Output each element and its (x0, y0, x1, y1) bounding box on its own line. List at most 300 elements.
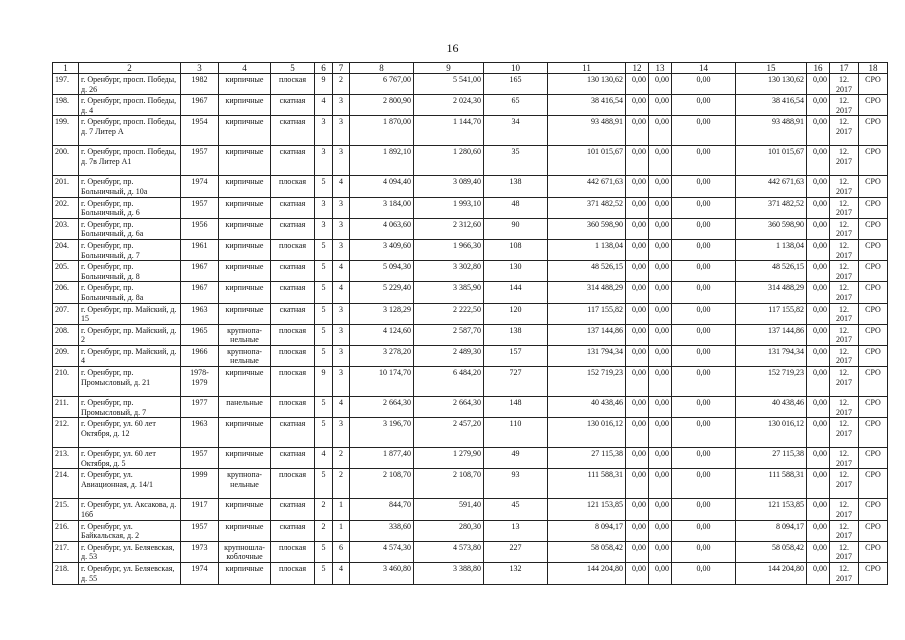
col12-cell: 0,00 (626, 95, 649, 116)
roof-type-cell: скатная (271, 303, 315, 324)
period-cell: 12. 2017 (830, 176, 859, 197)
page-number: 16 (446, 41, 459, 55)
total-area-cell: 2 664,30 (350, 397, 414, 418)
col13-cell: 0,00 (649, 367, 672, 397)
living-area-cell: 2 312,60 (414, 218, 484, 239)
col14-cell: 0,00 (672, 95, 736, 116)
method-cell: СРО (859, 303, 888, 324)
method-cell: СРО (859, 418, 888, 448)
floors-cell: 5 (315, 324, 333, 345)
col16-cell: 0,00 (807, 345, 830, 366)
col13-cell: 0,00 (649, 397, 672, 418)
cost-cell: 58 058,42 (548, 541, 626, 562)
col13-cell: 0,00 (649, 520, 672, 541)
year-cell: 1999 (181, 469, 219, 499)
cost-cell: 131 794,34 (548, 345, 626, 366)
row-number-cell: 202. (53, 197, 79, 218)
col16-cell: 0,00 (807, 218, 830, 239)
col12-cell: 0,00 (626, 469, 649, 499)
method-cell: СРО (859, 282, 888, 303)
living-area-cell: 4 573,80 (414, 541, 484, 562)
col16-cell: 0,00 (807, 303, 830, 324)
living-area-cell: 2 664,30 (414, 397, 484, 418)
period-cell: 12. 2017 (830, 520, 859, 541)
col13-cell: 0,00 (649, 303, 672, 324)
roof-type-cell: плоская (271, 324, 315, 345)
period-cell: 12. 2017 (830, 324, 859, 345)
roof-type-cell: скатная (271, 282, 315, 303)
address-cell: г. Оренбург, пр. Больничный, д. 6 (79, 197, 181, 218)
col14-cell: 0,00 (672, 218, 736, 239)
wall-material-cell: кирпичные (219, 116, 271, 146)
wall-material-cell: кирпичные (219, 520, 271, 541)
col14-cell: 0,00 (672, 176, 736, 197)
col13-cell: 0,00 (649, 418, 672, 448)
cost-cell: 130 016,12 (548, 418, 626, 448)
cost-cell: 442 671,63 (548, 176, 626, 197)
year-cell: 1966 (181, 345, 219, 366)
living-area-cell: 3 385,90 (414, 282, 484, 303)
residents-cell: 108 (484, 239, 548, 260)
roof-type-cell: плоская (271, 367, 315, 397)
table-body (53, 63, 888, 585)
cost-cell: 93 488,91 (548, 116, 626, 146)
col16-cell: 0,00 (807, 367, 830, 397)
living-area-cell: 6 484,20 (414, 367, 484, 397)
col15-cell: 442 671,63 (736, 176, 807, 197)
col12-cell: 0,00 (626, 197, 649, 218)
col12-cell: 0,00 (626, 520, 649, 541)
year-cell: 1967 (181, 282, 219, 303)
col12-cell: 0,00 (626, 345, 649, 366)
wall-material-cell: кирпичные (219, 218, 271, 239)
col15-cell: 117 155,82 (736, 303, 807, 324)
residents-cell: 120 (484, 303, 548, 324)
living-area-cell: 591,40 (414, 499, 484, 520)
total-area-cell: 10 174,70 (350, 367, 414, 397)
col13-cell: 0,00 (649, 324, 672, 345)
residents-cell: 727 (484, 367, 548, 397)
row-number-cell: 205. (53, 261, 79, 282)
col12-cell: 0,00 (626, 218, 649, 239)
col15-cell: 8 094,17 (736, 520, 807, 541)
row-number-cell: 209. (53, 345, 79, 366)
address-cell: г. Оренбург, пр. Больничный, д. 8а (79, 282, 181, 303)
method-cell: СРО (859, 324, 888, 345)
col15-cell: 111 588,31 (736, 469, 807, 499)
year-cell: 1957 (181, 448, 219, 469)
entrances-cell: 3 (333, 218, 350, 239)
method-cell: СРО (859, 397, 888, 418)
row-number-cell: 204. (53, 239, 79, 260)
col12-cell: 0,00 (626, 176, 649, 197)
wall-material-cell: кирпичные (219, 303, 271, 324)
col15-cell: 101 015,67 (736, 146, 807, 176)
row-number-cell: 198. (53, 95, 79, 116)
living-area-cell: 3 089,40 (414, 176, 484, 197)
method-cell: СРО (859, 261, 888, 282)
table-row (53, 239, 888, 260)
table-row (53, 95, 888, 116)
table-row (53, 218, 888, 239)
roof-type-cell: плоская (271, 541, 315, 562)
entrances-cell: 4 (333, 563, 350, 585)
floors-cell: 5 (315, 397, 333, 418)
year-cell: 1957 (181, 146, 219, 176)
residents-cell: 34 (484, 116, 548, 146)
address-cell: г. Оренбург, просп. Победы, д. 26 (79, 74, 181, 95)
residents-cell: 93 (484, 469, 548, 499)
col14-cell: 0,00 (672, 469, 736, 499)
wall-material-cell: панельные (219, 397, 271, 418)
row-number-cell: 217. (53, 541, 79, 562)
table-row (53, 397, 888, 418)
col14-cell: 0,00 (672, 116, 736, 146)
col15-cell: 38 416,54 (736, 95, 807, 116)
living-area-cell: 1 993,10 (414, 197, 484, 218)
roof-type-cell: плоская (271, 239, 315, 260)
wall-material-cell: кирпичные (219, 146, 271, 176)
table-row (53, 176, 888, 197)
row-number-cell: 213. (53, 448, 79, 469)
period-cell: 12. 2017 (830, 303, 859, 324)
col15-cell: 121 153,85 (736, 499, 807, 520)
col14-cell: 0,00 (672, 324, 736, 345)
roof-type-cell: скатная (271, 146, 315, 176)
period-cell: 12. 2017 (830, 261, 859, 282)
col16-cell: 0,00 (807, 116, 830, 146)
year-cell: 1956 (181, 218, 219, 239)
floors-cell: 5 (315, 469, 333, 499)
method-cell: СРО (859, 218, 888, 239)
method-cell: СРО (859, 520, 888, 541)
method-cell: СРО (859, 345, 888, 366)
col15-cell: 1 138,04 (736, 239, 807, 260)
row-number-cell: 208. (53, 324, 79, 345)
method-cell: СРО (859, 176, 888, 197)
table-row (53, 418, 888, 448)
col14-cell: 0,00 (672, 239, 736, 260)
total-area-cell: 844,70 (350, 499, 414, 520)
year-cell: 1957 (181, 197, 219, 218)
col15-cell: 130 130,62 (736, 74, 807, 95)
total-area-cell: 3 409,60 (350, 239, 414, 260)
floors-cell: 5 (315, 176, 333, 197)
total-area-cell: 3 196,70 (350, 418, 414, 448)
total-area-cell: 6 767,00 (350, 74, 414, 95)
address-cell: г. Оренбург, пр. Майский, д. 4 (79, 345, 181, 366)
column-number-18: 18 (859, 63, 888, 74)
cost-cell: 1 138,04 (548, 239, 626, 260)
col13-cell: 0,00 (649, 74, 672, 95)
address-cell: г. Оренбург, пр. Промысловый, д. 21 (79, 367, 181, 397)
col16-cell: 0,00 (807, 197, 830, 218)
col14-cell: 0,00 (672, 74, 736, 95)
wall-material-cell: кирпичные (219, 282, 271, 303)
wall-material-cell: кирпичные (219, 95, 271, 116)
wall-material-cell: крупнопа- нельные (219, 324, 271, 345)
period-cell: 12. 2017 (830, 499, 859, 520)
table-row (53, 261, 888, 282)
method-cell: СРО (859, 116, 888, 146)
cost-cell: 111 588,31 (548, 469, 626, 499)
entrances-cell: 2 (333, 469, 350, 499)
wall-material-cell: крупнопа- нельные (219, 469, 271, 499)
cost-cell: 152 719,23 (548, 367, 626, 397)
column-number-7: 7 (333, 63, 350, 74)
residents-cell: 130 (484, 261, 548, 282)
roof-type-cell: плоская (271, 74, 315, 95)
total-area-cell: 1 892,10 (350, 146, 414, 176)
wall-material-cell: кирпичные (219, 74, 271, 95)
col14-cell: 0,00 (672, 261, 736, 282)
col14-cell: 0,00 (672, 282, 736, 303)
col15-cell: 131 794,34 (736, 345, 807, 366)
residents-cell: 13 (484, 520, 548, 541)
roof-type-cell: плоская (271, 345, 315, 366)
residents-cell: 132 (484, 563, 548, 585)
total-area-cell: 5 229,40 (350, 282, 414, 303)
floors-cell: 4 (315, 95, 333, 116)
year-cell: 1982 (181, 74, 219, 95)
table-row (53, 324, 888, 345)
column-number-12: 12 (626, 63, 649, 74)
cost-cell: 371 482,52 (548, 197, 626, 218)
col15-cell: 93 488,91 (736, 116, 807, 146)
col14-cell: 0,00 (672, 345, 736, 366)
period-cell: 12. 2017 (830, 146, 859, 176)
living-area-cell: 2 024,30 (414, 95, 484, 116)
col16-cell: 0,00 (807, 448, 830, 469)
residents-cell: 165 (484, 74, 548, 95)
period-cell: 12. 2017 (830, 218, 859, 239)
roof-type-cell: плоская (271, 563, 315, 585)
method-cell: СРО (859, 499, 888, 520)
entrances-cell: 4 (333, 282, 350, 303)
total-area-cell: 338,60 (350, 520, 414, 541)
living-area-cell: 5 541,00 (414, 74, 484, 95)
col14-cell: 0,00 (672, 520, 736, 541)
living-area-cell: 2 108,70 (414, 469, 484, 499)
col13-cell: 0,00 (649, 469, 672, 499)
table-row (53, 74, 888, 95)
total-area-cell: 3 460,80 (350, 563, 414, 585)
entrances-cell: 1 (333, 499, 350, 520)
row-number-cell: 211. (53, 397, 79, 418)
living-area-cell: 2 222,50 (414, 303, 484, 324)
floors-cell: 3 (315, 218, 333, 239)
col15-cell: 48 526,15 (736, 261, 807, 282)
year-cell: 1957 (181, 520, 219, 541)
roof-type-cell: плоская (271, 469, 315, 499)
col12-cell: 0,00 (626, 418, 649, 448)
method-cell: СРО (859, 95, 888, 116)
row-number-cell: 199. (53, 116, 79, 146)
total-area-cell: 2 108,70 (350, 469, 414, 499)
column-number-14: 14 (672, 63, 736, 74)
residents-cell: 65 (484, 95, 548, 116)
wall-material-cell: крупношла- коблочные (219, 541, 271, 562)
floors-cell: 5 (315, 345, 333, 366)
roof-type-cell: скатная (271, 116, 315, 146)
period-cell: 12. 2017 (830, 563, 859, 585)
row-number-cell: 218. (53, 563, 79, 585)
col15-cell: 314 488,29 (736, 282, 807, 303)
col13-cell: 0,00 (649, 218, 672, 239)
col12-cell: 0,00 (626, 563, 649, 585)
col16-cell: 0,00 (807, 469, 830, 499)
roof-type-cell: скатная (271, 418, 315, 448)
entrances-cell: 2 (333, 448, 350, 469)
table-row (53, 303, 888, 324)
cost-cell: 48 526,15 (548, 261, 626, 282)
row-number-cell: 200. (53, 146, 79, 176)
method-cell: СРО (859, 197, 888, 218)
total-area-cell: 4 574,30 (350, 541, 414, 562)
living-area-cell: 1 280,60 (414, 146, 484, 176)
living-area-cell: 2 587,70 (414, 324, 484, 345)
residents-cell: 148 (484, 397, 548, 418)
column-number-8: 8 (350, 63, 414, 74)
total-area-cell: 4 063,60 (350, 218, 414, 239)
entrances-cell: 3 (333, 146, 350, 176)
address-cell: г. Оренбург, пр. Больничный, д. 10а (79, 176, 181, 197)
col12-cell: 0,00 (626, 303, 649, 324)
address-cell: г. Оренбург, пр. Майский, д. 2 (79, 324, 181, 345)
col14-cell: 0,00 (672, 146, 736, 176)
col12-cell: 0,00 (626, 541, 649, 562)
col16-cell: 0,00 (807, 176, 830, 197)
column-number-10: 10 (484, 63, 548, 74)
col13-cell: 0,00 (649, 116, 672, 146)
address-cell: г. Оренбург, просп. Победы, д. 7 Литер А (79, 116, 181, 146)
col13-cell: 0,00 (649, 563, 672, 585)
residents-cell: 45 (484, 499, 548, 520)
floors-cell: 3 (315, 197, 333, 218)
year-cell: 1978- 1979 (181, 367, 219, 397)
method-cell: СРО (859, 469, 888, 499)
year-cell: 1967 (181, 95, 219, 116)
col16-cell: 0,00 (807, 563, 830, 585)
total-area-cell: 2 800,90 (350, 95, 414, 116)
residents-cell: 138 (484, 324, 548, 345)
wall-material-cell: кирпичные (219, 367, 271, 397)
row-number-cell: 203. (53, 218, 79, 239)
floors-cell: 2 (315, 499, 333, 520)
entrances-cell: 3 (333, 367, 350, 397)
col12-cell: 0,00 (626, 499, 649, 520)
col12-cell: 0,00 (626, 146, 649, 176)
total-area-cell: 1 877,40 (350, 448, 414, 469)
address-cell: г. Оренбург, пр. Больничный, д. 8 (79, 261, 181, 282)
residents-cell: 138 (484, 176, 548, 197)
entrances-cell: 3 (333, 239, 350, 260)
col14-cell: 0,00 (672, 448, 736, 469)
wall-material-cell: кирпичные (219, 239, 271, 260)
address-cell: г. Оренбург, ул. 60 лет Октября, д. 12 (79, 418, 181, 448)
table-row (53, 197, 888, 218)
living-area-cell: 2 489,30 (414, 345, 484, 366)
total-area-cell: 5 094,30 (350, 261, 414, 282)
row-number-cell: 201. (53, 176, 79, 197)
table-row (53, 448, 888, 469)
col14-cell: 0,00 (672, 499, 736, 520)
cost-cell: 101 015,67 (548, 146, 626, 176)
entrances-cell: 4 (333, 261, 350, 282)
entrances-cell: 1 (333, 520, 350, 541)
column-number-header-row (53, 63, 888, 74)
living-area-cell: 3 302,80 (414, 261, 484, 282)
cost-cell: 38 416,54 (548, 95, 626, 116)
col16-cell: 0,00 (807, 146, 830, 176)
floors-cell: 5 (315, 239, 333, 260)
table-row (53, 469, 888, 499)
col16-cell: 0,00 (807, 239, 830, 260)
period-cell: 12. 2017 (830, 116, 859, 146)
col14-cell: 0,00 (672, 541, 736, 562)
residents-cell: 49 (484, 448, 548, 469)
column-number-3: 3 (181, 63, 219, 74)
table-row (53, 282, 888, 303)
floors-cell: 2 (315, 520, 333, 541)
roof-type-cell: скатная (271, 261, 315, 282)
address-cell: г. Оренбург, пр. Больничный, д. 6а (79, 218, 181, 239)
table-row (53, 116, 888, 146)
period-cell: 12. 2017 (830, 541, 859, 562)
year-cell: 1917 (181, 499, 219, 520)
address-cell: г. Оренбург, ул. 60 лет Октября, д. 5 (79, 448, 181, 469)
column-number-6: 6 (315, 63, 333, 74)
row-number-cell: 210. (53, 367, 79, 397)
col16-cell: 0,00 (807, 418, 830, 448)
period-cell: 12. 2017 (830, 197, 859, 218)
total-area-cell: 1 870,00 (350, 116, 414, 146)
wall-material-cell: кирпичные (219, 176, 271, 197)
method-cell: СРО (859, 74, 888, 95)
entrances-cell: 2 (333, 74, 350, 95)
residents-cell: 110 (484, 418, 548, 448)
column-number-11: 11 (548, 63, 626, 74)
cost-cell: 40 438,46 (548, 397, 626, 418)
total-area-cell: 3 128,29 (350, 303, 414, 324)
col16-cell: 0,00 (807, 95, 830, 116)
wall-material-cell: кирпичные (219, 418, 271, 448)
roof-type-cell: скатная (271, 95, 315, 116)
entrances-cell: 4 (333, 176, 350, 197)
col12-cell: 0,00 (626, 397, 649, 418)
table-row (53, 541, 888, 562)
col13-cell: 0,00 (649, 541, 672, 562)
year-cell: 1954 (181, 116, 219, 146)
table-row (53, 345, 888, 366)
residents-cell: 144 (484, 282, 548, 303)
total-area-cell: 3 278,20 (350, 345, 414, 366)
col15-cell: 371 482,52 (736, 197, 807, 218)
period-cell: 12. 2017 (830, 282, 859, 303)
floors-cell: 3 (315, 146, 333, 176)
col16-cell: 0,00 (807, 397, 830, 418)
year-cell: 1973 (181, 541, 219, 562)
method-cell: СРО (859, 367, 888, 397)
method-cell: СРО (859, 239, 888, 260)
table-row (53, 563, 888, 585)
col16-cell: 0,00 (807, 541, 830, 562)
cost-cell: 8 094,17 (548, 520, 626, 541)
row-number-cell: 197. (53, 74, 79, 95)
col13-cell: 0,00 (649, 448, 672, 469)
col16-cell: 0,00 (807, 261, 830, 282)
col14-cell: 0,00 (672, 563, 736, 585)
